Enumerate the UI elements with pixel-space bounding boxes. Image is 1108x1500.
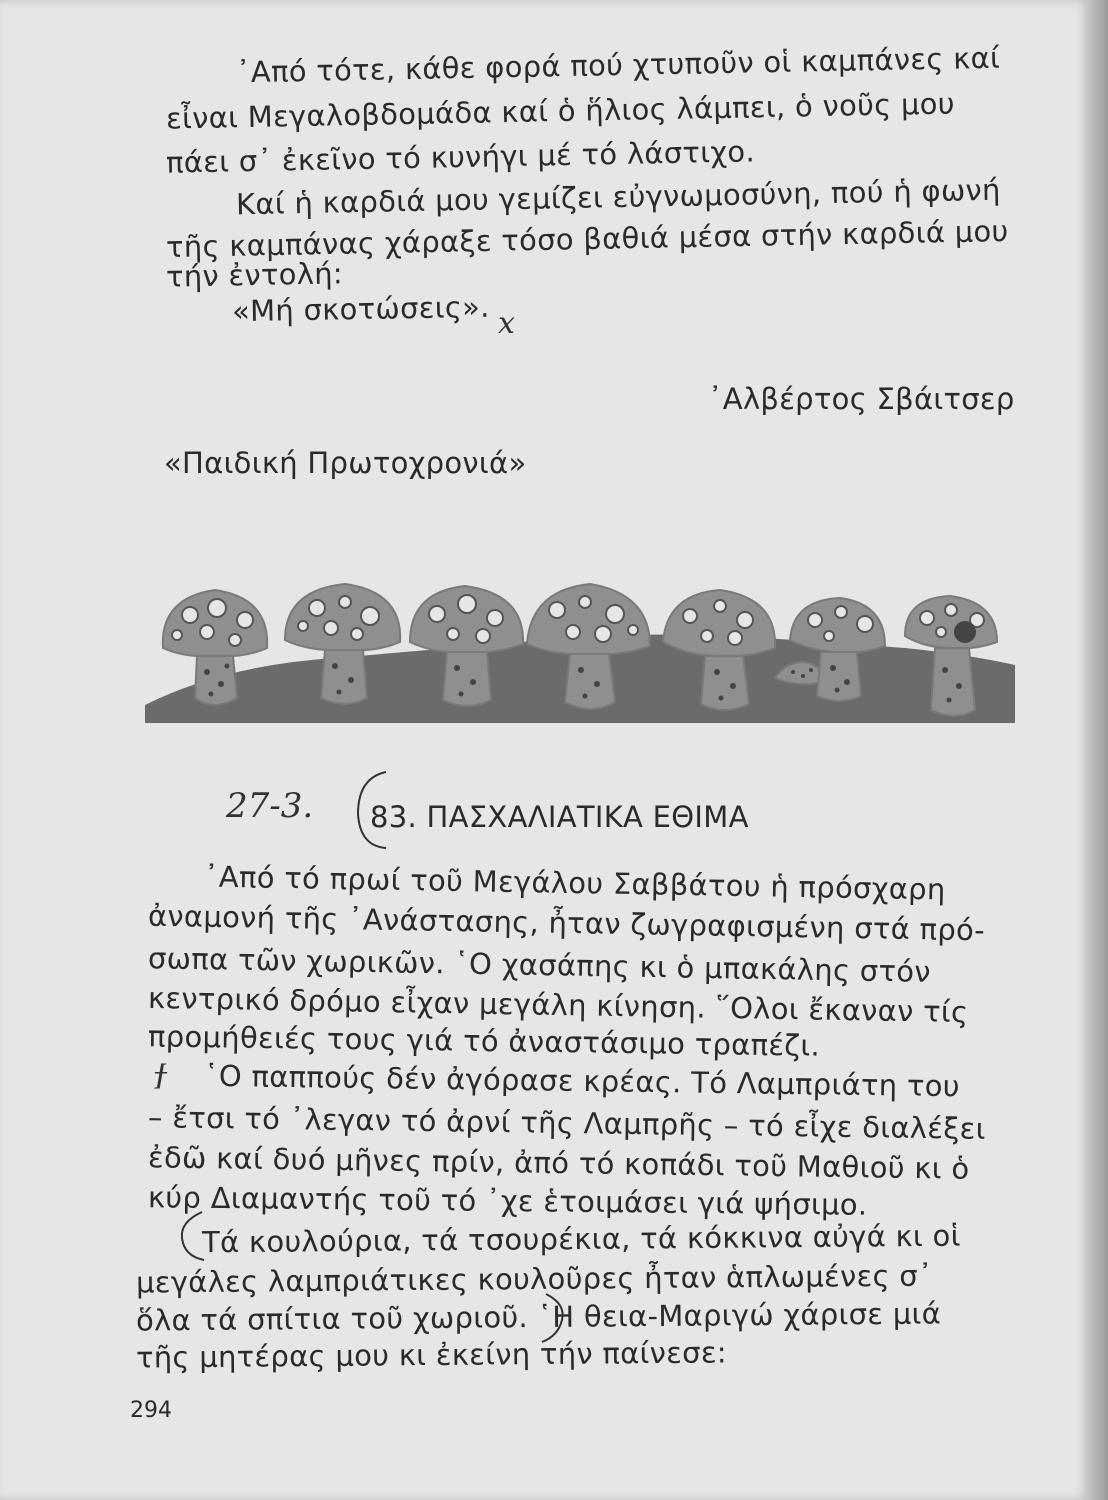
author-name: ᾿Αλβέρτος Σβάιτσερ xyxy=(708,382,1015,416)
text-line: μεγάλες λαμπριάτικες κουλοῦρες ἦταν ἁπλωμένες σ᾿ xyxy=(135,1258,933,1300)
text-line: ῾Ο παππούς δέν ἀγόρασε κρέας. Τό Λαμπριάτη του xyxy=(203,1058,961,1104)
text-line: – ἔτσι τό ᾿λεγαν τό ἀρνί τῆς Λαμπρῆς – τό εἶχε διαλέξει xyxy=(147,1100,987,1146)
text-line: τήν ἐντολή: xyxy=(165,256,344,294)
text-line: εἶναι Μεγαλοβδομάδα καί ὁ ἥλιος λάμπει, ὁ νοῦς μου xyxy=(165,86,956,136)
page-number: 294 xyxy=(130,1398,172,1423)
source-title: «Παιδική Πρωτοχρονιά» xyxy=(164,446,527,480)
text-line: τῆς μητέρας μου κι ἐκείνη τήν παίνεσε: xyxy=(135,1335,728,1375)
quote-text: «Μή σκοτώσεις». xyxy=(231,289,490,329)
text-line: τῆς καμπάνας χάραξε τόσο βαθιά μέσα στήν καρδιά μου xyxy=(165,213,1009,265)
book-spine xyxy=(1086,0,1108,1500)
handwritten-date: 27-3. xyxy=(226,786,314,826)
text-line: προμήθειές τους γιά τό ἀναστάσιμο τραπέζι. xyxy=(147,1019,821,1063)
text-line: πάει σ᾿ ἐκεῖνο τό κυνήγι μέ τό λάστιχο. xyxy=(165,134,756,180)
text-line: Καί ἡ καρδιά μου γεμίζει εὐγνωμοσύνη, πού ἡ φωνή xyxy=(235,172,1001,222)
text-line: ᾿Από τότε, κάθε φορά πού χτυποῦν οἱ καμπάνες καί xyxy=(235,40,1001,90)
mushroom-illustration xyxy=(145,570,1015,730)
text-line: σωπα τῶν χωρικῶν. ῾Ο χασάπης κι ὁ μπακάλης στόν xyxy=(147,941,932,989)
text-line: ἐδῶ καί δυό μῆνες πρίν, ἀπό τό κοπάδι τοῦ Μαθιοῦ κι ὁ xyxy=(147,1140,970,1186)
handwritten-margin-mark: ϯ xyxy=(154,1057,167,1098)
text-line: ἀναμονή τῆς ᾿Ανάστασης, ἦταν ζωγραφισμένη στά πρό- xyxy=(147,898,986,948)
text-line: Τά κουλούρια, τά τσουρέκια, τά κόκκινα αὐγά κι οἱ xyxy=(201,1218,961,1260)
text-line: κύρ Διαμαντής τοῦ τό ᾿χε ἑτοιμάσει γιά ψήσιμο. xyxy=(147,1180,868,1222)
handwritten-x-mark: x xyxy=(498,306,515,341)
text-line: κεντρικό δρόμο εἶχαν μεγάλη κίνηση. ῞Ολοι ἔκαναν τίς xyxy=(147,980,969,1030)
text-line: ᾿Από τό πρωί τοῦ Μεγάλου Σαββάτου ἡ πρόσχαρη xyxy=(203,859,946,907)
section-title: 83. ΠΑΣΧΑΛΙΑΤΙΚΑ ΕΘΙΜΑ xyxy=(370,800,749,834)
text-line: ὅλα τά σπίτια τοῦ χωριοῦ. ῾Η θεια-Μαριγώ χάρισε μιά xyxy=(135,1296,942,1338)
